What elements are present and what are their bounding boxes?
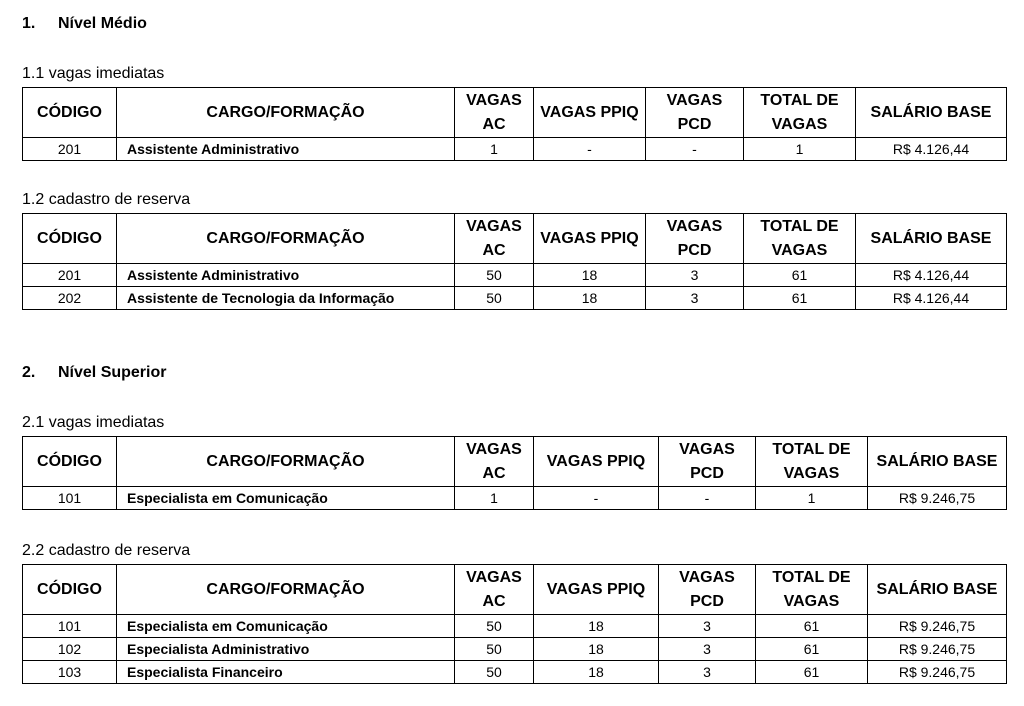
cell-total-vagas: 1 [744,138,856,161]
cell-total-vagas: 1 [756,487,868,510]
section-2-title: Nível Superior [58,364,167,381]
table-row [23,661,1007,684]
header-cargo: CARGO/FORMAÇÃO [117,565,455,615]
cell-vagas-ppiq: 18 [534,287,646,310]
header-cargo: CARGO/FORMAÇÃO [117,214,455,264]
header-codigo: CÓDIGO [23,214,117,264]
cell-vagas-ac: 50 [455,264,534,287]
cell-total-vagas: 61 [744,264,856,287]
header-total-vagas: TOTAL DE VAGAS [744,214,856,264]
header-salario-base: SALÁRIO BASE [868,565,1007,615]
header-codigo: CÓDIGO [23,437,117,487]
cell-vagas-pcd: - [659,487,756,510]
table-header-row [23,437,1007,487]
header-vagas-pcd: VAGAS PCD [659,565,756,615]
section-1-number: 1. [22,15,36,32]
header-vagas-ac: VAGAS AC [455,565,534,615]
cell-cargo: Especialista Administrativo [117,638,455,661]
cell-codigo: 202 [23,287,117,310]
cell-vagas-pcd: 3 [659,615,756,638]
cell-codigo: 103 [23,661,117,684]
table-1-1 [22,87,1007,161]
table-1-2 [22,213,1007,310]
table-row [23,615,1007,638]
section-2-number: 2. [22,364,36,381]
table-header-row [23,214,1007,264]
cell-codigo: 101 [23,487,117,510]
header-salario-base: SALÁRIO BASE [856,214,1007,264]
cell-cargo: Especialista em Comunicação [117,487,455,510]
header-cargo: CARGO/FORMAÇÃO [117,88,455,138]
cell-salario-base: R$ 9.246,75 [868,615,1007,638]
cell-salario-base: R$ 9.246,75 [868,487,1007,510]
cell-codigo: 101 [23,615,117,638]
header-salario-base: SALÁRIO BASE [868,437,1007,487]
table-row [23,487,1007,510]
section-1-heading [22,15,147,33]
cell-vagas-ppiq: - [534,487,659,510]
cell-vagas-ppiq: 18 [534,661,659,684]
cell-codigo: 102 [23,638,117,661]
subsection-1-1-title: 1.1 vagas imediatas [22,65,165,82]
header-total-vagas: TOTAL DE VAGAS [756,437,868,487]
cell-total-vagas: 61 [756,615,868,638]
cell-vagas-pcd: 3 [646,264,744,287]
table-2-2 [22,564,1007,684]
cell-codigo: 201 [23,138,117,161]
cell-vagas-ac: 1 [455,487,534,510]
cell-vagas-pcd: 3 [659,661,756,684]
table-row [23,287,1007,310]
header-vagas-pcd: VAGAS PCD [646,88,744,138]
cell-vagas-ppiq: 18 [534,638,659,661]
header-vagas-pcd: VAGAS PCD [659,437,756,487]
header-total-vagas: TOTAL DE VAGAS [744,88,856,138]
table-row [23,638,1007,661]
table-row [23,264,1007,287]
cell-total-vagas: 61 [744,287,856,310]
cell-vagas-ac: 50 [455,615,534,638]
cell-salario-base: R$ 9.246,75 [868,661,1007,684]
cell-vagas-pcd: 3 [659,638,756,661]
cell-vagas-ac: 50 [455,287,534,310]
cell-vagas-ac: 50 [455,638,534,661]
cell-vagas-pcd: - [646,138,744,161]
table-header-row [23,565,1007,615]
header-vagas-ac: VAGAS AC [455,88,534,138]
table-2-1 [22,436,1007,510]
header-codigo: CÓDIGO [23,565,117,615]
cell-vagas-ac: 50 [455,661,534,684]
cell-cargo: Especialista Financeiro [117,661,455,684]
cell-cargo: Especialista em Comunicação [117,615,455,638]
header-codigo: CÓDIGO [23,88,117,138]
header-salario-base: SALÁRIO BASE [856,88,1007,138]
header-vagas-pcd: VAGAS PCD [646,214,744,264]
header-vagas-ppiq: VAGAS PPIQ [534,565,659,615]
table-row [23,138,1007,161]
cell-vagas-ppiq: - [534,138,646,161]
cell-cargo: Assistente de Tecnologia da Informação [117,287,455,310]
subsection-2-2-title: 2.2 cadastro de reserva [22,542,191,559]
header-total-vagas: TOTAL DE VAGAS [756,565,868,615]
cell-vagas-pcd: 3 [646,287,744,310]
cell-salario-base: R$ 9.246,75 [868,638,1007,661]
cell-cargo: Assistente Administrativo [117,138,455,161]
cell-salario-base: R$ 4.126,44 [856,138,1007,161]
header-vagas-ppiq: VAGAS PPIQ [534,88,646,138]
table-header-row [23,88,1007,138]
cell-codigo: 201 [23,264,117,287]
header-vagas-ac: VAGAS AC [455,437,534,487]
header-vagas-ppiq: VAGAS PPIQ [534,214,646,264]
header-vagas-ac: VAGAS AC [455,214,534,264]
cell-vagas-ac: 1 [455,138,534,161]
header-cargo: CARGO/FORMAÇÃO [117,437,455,487]
cell-salario-base: R$ 4.126,44 [856,287,1007,310]
cell-salario-base: R$ 4.126,44 [856,264,1007,287]
cell-vagas-ppiq: 18 [534,615,659,638]
cell-cargo: Assistente Administrativo [117,264,455,287]
subsection-1-2-title: 1.2 cadastro de reserva [22,191,191,208]
section-2-heading [22,364,166,382]
header-vagas-ppiq: VAGAS PPIQ [534,437,659,487]
section-1-title: Nível Médio [58,15,147,32]
cell-total-vagas: 61 [756,638,868,661]
cell-total-vagas: 61 [756,661,868,684]
subsection-2-1-title: 2.1 vagas imediatas [22,414,165,431]
cell-vagas-ppiq: 18 [534,264,646,287]
